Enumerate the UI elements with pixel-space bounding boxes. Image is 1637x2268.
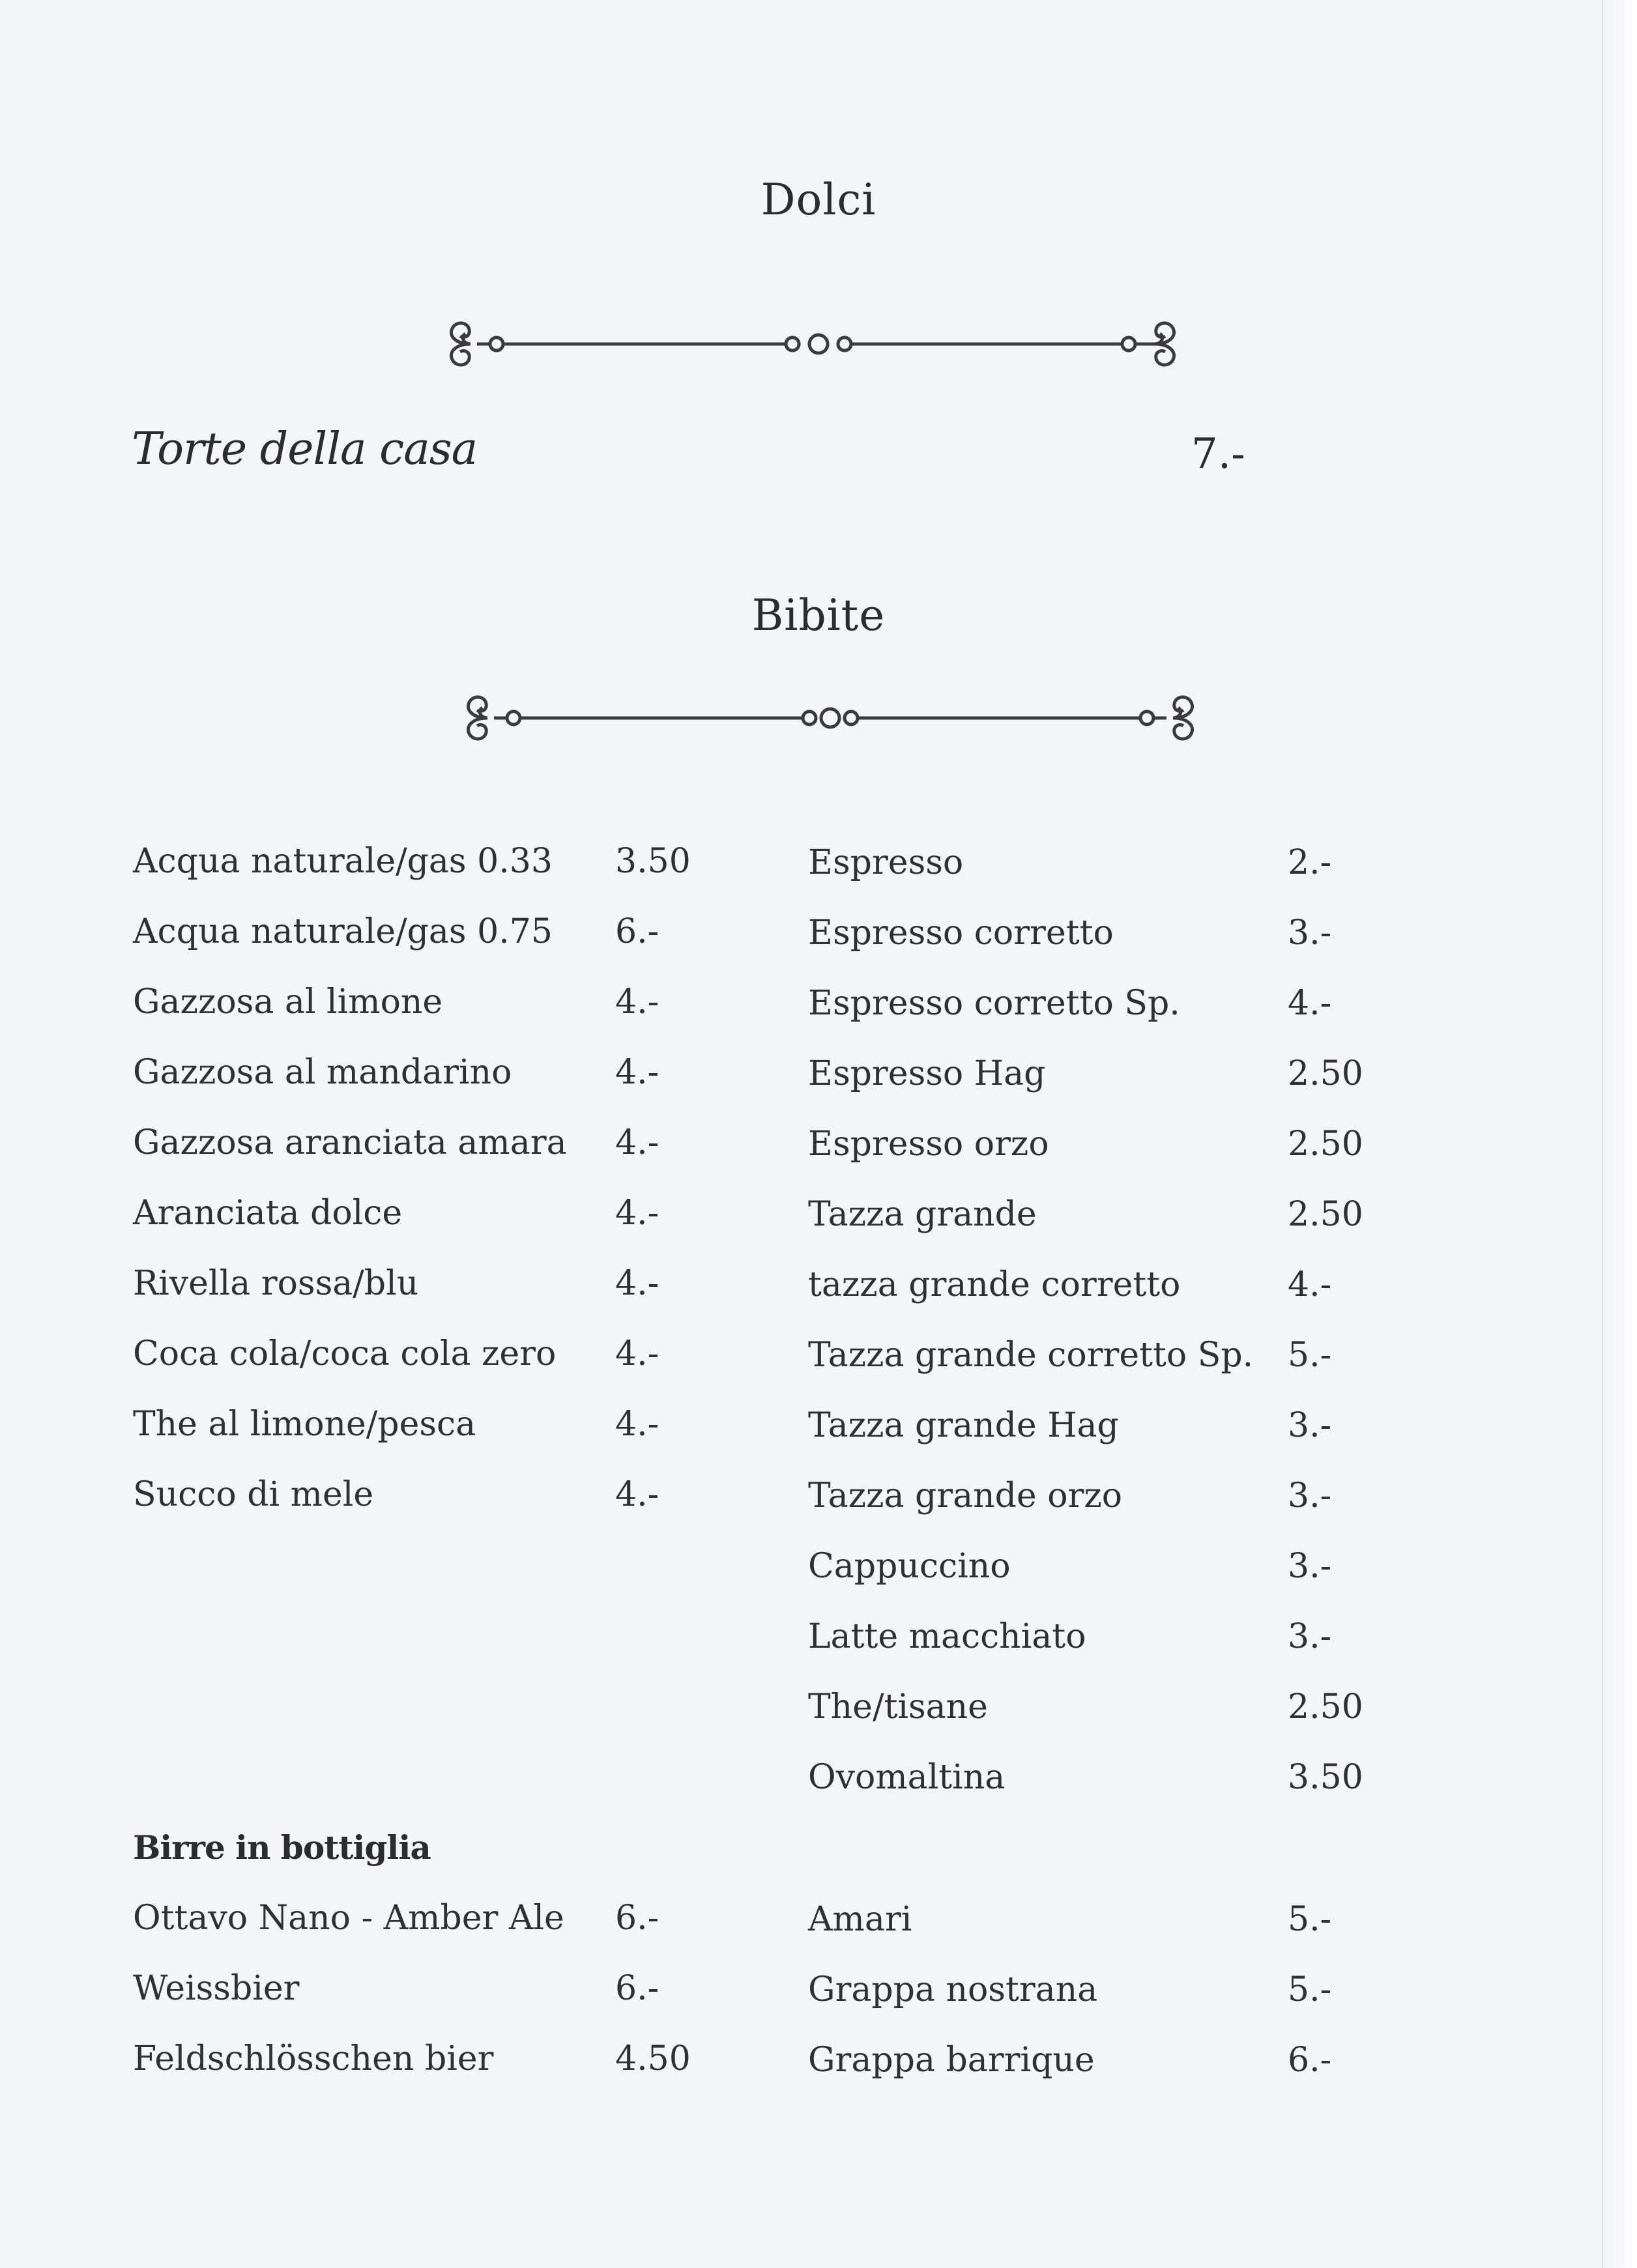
coffee-item-name: Latte macchiato [808,1617,1086,1656]
drink-item-price: 4.- [615,1334,659,1373]
ornamental-divider-icon [0,298,1637,403]
coffee-item-name: Espresso corretto [808,913,1114,953]
coffee-item-price: 2.50 [1288,1125,1363,1164]
coffee-item-price: 2.- [1288,843,1332,882]
coffee-item-name: Tazza grande [808,1195,1037,1234]
dessert-item-price: 7.- [1191,430,1245,478]
beer-item-price: 6.- [615,1899,659,1938]
drink-item-name: Coca cola/coca cola zero [133,1334,557,1373]
drink-item-name: Gazzosa aranciata amara [133,1123,567,1162]
coffee-item-name: The/tisane [808,1687,988,1727]
coffee-item-price: 2.50 [1288,1195,1363,1234]
drink-item-name: Rivella rossa/blu [133,1264,419,1303]
coffee-item-price: 5.- [1288,1336,1332,1375]
drink-item-price: 4.- [615,1194,659,1233]
section-title-dolci: Dolci [761,175,876,225]
coffee-item-name: tazza grande corretto [808,1265,1181,1304]
coffee-item-name: Espresso Hag [808,1054,1046,1093]
beer-item-name: Feldschlösschen bier [133,2039,494,2078]
coffee-item-price: 2.50 [1288,1687,1363,1727]
coffee-item-price: 3.- [1288,1406,1332,1445]
digestif-item-price: 5.- [1288,1900,1332,1939]
digestif-item-price: 6.- [1288,2041,1332,2080]
coffee-item-name: Tazza grande corretto Sp. [808,1336,1254,1375]
drink-item-name: Succo di mele [133,1475,374,1514]
digestif-item-name: Amari [808,1900,912,1939]
ornamental-divider-icon [0,672,1637,777]
coffee-item-price: 3.50 [1288,1758,1363,1797]
drink-item-name: Aranciata dolce [133,1194,403,1233]
subheading-birre: Birre in bottiglia [133,1828,431,1867]
coffee-item-name: Espresso orzo [808,1125,1049,1164]
drink-item-name: The al limone/pesca [133,1405,476,1444]
drink-item-name: Acqua naturale/gas 0.75 [133,912,553,951]
drink-item-price: 4.- [615,1053,659,1092]
coffee-item-price: 3.- [1288,1617,1332,1656]
drink-item-price: 4.- [615,1123,659,1162]
drink-item-price: 4.- [615,1475,659,1514]
coffee-item-name: Ovomaltina [808,1758,1006,1797]
beer-item-price: 4.50 [615,2039,691,2078]
digestif-item-name: Grappa barrique [808,2041,1095,2080]
coffee-item-name: Tazza grande orzo [808,1476,1123,1515]
drink-item-name: Gazzosa al limone [133,983,443,1022]
drink-item-name: Gazzosa al mandarino [133,1053,512,1092]
drink-item-price: 4.- [615,1264,659,1303]
coffee-item-name: Espresso corretto Sp. [808,984,1180,1023]
coffee-item-price: 3.- [1288,1476,1332,1515]
drink-item-price: 3.50 [615,842,691,881]
coffee-item-price: 4.- [1288,1265,1332,1304]
dessert-item-name: Torte della casa [132,423,478,475]
digestif-item-price: 5.- [1288,1970,1332,2009]
beer-item-name: Ottavo Nano - Amber Ale [133,1899,564,1938]
coffee-item-price: 3.- [1288,913,1332,953]
beer-item-price: 6.- [615,1969,659,2008]
digestif-item-name: Grappa nostrana [808,1970,1098,2009]
drink-item-price: 6.- [615,912,659,951]
section-title-bibite: Bibite [751,590,886,640]
drink-item-price: 4.- [615,1405,659,1444]
coffee-item-name: Espresso [808,843,964,882]
beer-item-name: Weissbier [133,1969,300,2008]
coffee-item-price: 3.- [1288,1547,1332,1586]
drink-item-name: Acqua naturale/gas 0.33 [133,842,553,881]
coffee-item-price: 2.50 [1288,1054,1363,1093]
coffee-item-name: Tazza grande Hag [808,1406,1119,1445]
coffee-item-price: 4.- [1288,984,1332,1023]
coffee-item-name: Cappuccino [808,1547,1011,1586]
drink-item-price: 4.- [615,983,659,1022]
